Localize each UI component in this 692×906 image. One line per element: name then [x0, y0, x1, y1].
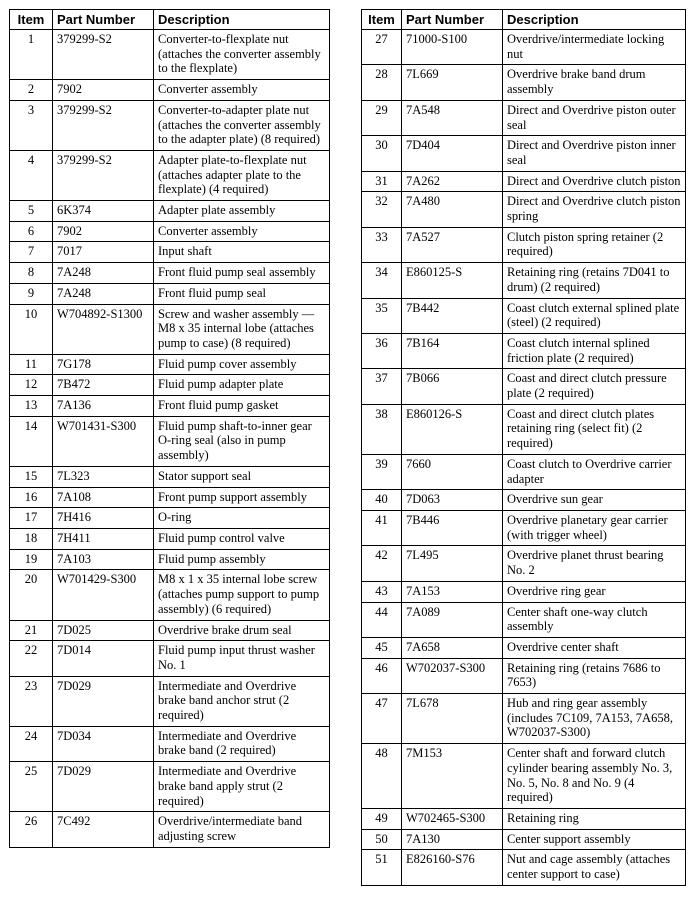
- part-number-cell: W701429-S300: [53, 570, 154, 620]
- part-number-cell: W701431-S300: [53, 416, 154, 466]
- item-cell: 43: [362, 581, 402, 602]
- table-row: [362, 454, 686, 489]
- item-cell: 14: [10, 416, 53, 466]
- part-number-cell: 7A108: [53, 487, 154, 508]
- description-cell: Front pump support assembly: [154, 487, 330, 508]
- item-cell: 3: [10, 100, 53, 150]
- table-row: [10, 396, 330, 417]
- part-number-cell: E860126-S: [402, 404, 503, 454]
- table-row: [362, 808, 686, 829]
- item-cell: 45: [362, 637, 402, 658]
- item-cell: 36: [362, 333, 402, 368]
- item-cell: 11: [10, 354, 53, 375]
- item-cell: 34: [362, 263, 402, 298]
- item-cell: 12: [10, 375, 53, 396]
- table-row: [10, 676, 330, 726]
- item-cell: 49: [362, 808, 402, 829]
- item-cell: 44: [362, 602, 402, 637]
- table-row: [362, 100, 686, 135]
- description-cell: Coast clutch to Overdrive carrier adapter: [503, 454, 686, 489]
- table-row: [10, 221, 330, 242]
- description-cell: Direct and Overdrive clutch piston: [503, 171, 686, 192]
- part-number-cell: 7L669: [402, 65, 503, 100]
- table-row: [10, 762, 330, 812]
- description-cell: Input shaft: [154, 242, 330, 263]
- description-cell: O-ring: [154, 508, 330, 529]
- description-cell: Direct and Overdrive piston outer seal: [503, 100, 686, 135]
- part-number-cell: 7A103: [53, 549, 154, 570]
- part-number-cell: 7M153: [402, 744, 503, 809]
- part-number-cell: 7B472: [53, 375, 154, 396]
- description-cell: Overdrive sun gear: [503, 490, 686, 511]
- table-row: [362, 694, 686, 744]
- description-cell: Converter-to-flexplate nut (attaches the converter assembly to the flexplate): [154, 30, 330, 80]
- description-cell: Adapter plate assembly: [154, 201, 330, 222]
- part-number-header: Part Number: [53, 10, 154, 30]
- part-number-cell: 7D029: [53, 762, 154, 812]
- description-cell: Converter-to-adapter plate nut (attaches the converter assembly to the adapter plate) (8 required): [154, 100, 330, 150]
- part-number-cell: 7H411: [53, 528, 154, 549]
- description-cell: Center shaft and forward clutch cylinder bearing assembly No. 3, No. 5, No. 8 and No. 9 (4 required): [503, 744, 686, 809]
- item-cell: 20: [10, 570, 53, 620]
- part-number-cell: 7A248: [53, 283, 154, 304]
- item-cell: 16: [10, 487, 53, 508]
- item-header: Item: [362, 10, 402, 30]
- table-row: [10, 812, 330, 847]
- part-number-cell: 379299-S2: [53, 100, 154, 150]
- item-cell: 2: [10, 80, 53, 101]
- description-cell: Intermediate and Overdrive brake band anchor strut (2 required): [154, 676, 330, 726]
- part-number-cell: 7D063: [402, 490, 503, 511]
- item-cell: 37: [362, 369, 402, 404]
- table-row: [362, 298, 686, 333]
- part-number-cell: E826160-S76: [402, 850, 503, 885]
- part-number-cell: 379299-S2: [53, 150, 154, 200]
- table-row: [362, 510, 686, 545]
- table-row: [362, 263, 686, 298]
- description-cell: Front fluid pump seal: [154, 283, 330, 304]
- parts-table-right: [361, 9, 686, 886]
- table-row: [10, 570, 330, 620]
- table-row: [10, 508, 330, 529]
- parts-table-left: [9, 9, 330, 848]
- description-cell: Fluid pump cover assembly: [154, 354, 330, 375]
- description-cell: Coast clutch internal splined friction plate (2 required): [503, 333, 686, 368]
- description-cell: Overdrive/intermediate locking nut: [503, 30, 686, 65]
- table-row: [362, 65, 686, 100]
- part-number-cell: 7L678: [402, 694, 503, 744]
- description-cell: Overdrive planetary gear carrier (with trigger wheel): [503, 510, 686, 545]
- description-cell: Coast and direct clutch plates retaining ring (select fit) (2 required): [503, 404, 686, 454]
- part-number-cell: 7A248: [53, 263, 154, 284]
- table-row: [362, 369, 686, 404]
- table-row: [362, 490, 686, 511]
- description-cell: Converter assembly: [154, 221, 330, 242]
- table-row: [362, 136, 686, 171]
- description-cell: Coast and direct clutch pressure plate (2 required): [503, 369, 686, 404]
- table-row: [10, 263, 330, 284]
- part-number-cell: 7A153: [402, 581, 503, 602]
- table-row: [10, 416, 330, 466]
- part-number-cell: W702037-S300: [402, 658, 503, 693]
- item-cell: 5: [10, 201, 53, 222]
- item-cell: 47: [362, 694, 402, 744]
- description-cell: Retaining ring (retains 7686 to 7653): [503, 658, 686, 693]
- part-number-cell: 6K374: [53, 201, 154, 222]
- description-cell: Fluid pump assembly: [154, 549, 330, 570]
- table-row: [10, 549, 330, 570]
- part-number-cell: 7L495: [402, 546, 503, 581]
- part-number-cell: 7L323: [53, 466, 154, 487]
- item-cell: 28: [362, 65, 402, 100]
- part-number-cell: 379299-S2: [53, 30, 154, 80]
- part-number-cell: 7902: [53, 80, 154, 101]
- table-row: [362, 744, 686, 809]
- item-cell: 33: [362, 227, 402, 262]
- part-number-cell: 7B164: [402, 333, 503, 368]
- table-row: [362, 850, 686, 885]
- table-row: [362, 333, 686, 368]
- item-cell: 24: [10, 726, 53, 761]
- item-cell: 21: [10, 620, 53, 641]
- item-cell: 46: [362, 658, 402, 693]
- table-row: [10, 528, 330, 549]
- part-number-cell: 7A480: [402, 192, 503, 227]
- item-cell: 10: [10, 304, 53, 354]
- item-cell: 51: [362, 850, 402, 885]
- table-row: [10, 30, 330, 80]
- description-cell: Overdrive/intermediate band adjusting screw: [158, 814, 303, 843]
- description-cell: Screw and washer assembly — M8 x 35 internal lobe (attaches pump to case) (8 required): [154, 304, 330, 354]
- description-cell: Intermediate and Overdrive brake band apply strut (2 required): [154, 762, 330, 812]
- description-cell: Center support assembly: [503, 829, 686, 850]
- description-cell: Front fluid pump gasket: [154, 396, 330, 417]
- part-number-cell: 7A089: [402, 602, 503, 637]
- table-row: [10, 100, 330, 150]
- description-cell: Converter assembly: [154, 80, 330, 101]
- header-row: [10, 10, 330, 30]
- description-cell: Overdrive ring gear: [503, 581, 686, 602]
- description-cell: Fluid pump adapter plate: [154, 375, 330, 396]
- description-cell: Nut and cage assembly (attaches center support to case): [507, 852, 671, 882]
- item-cell: 6: [10, 221, 53, 242]
- description-cell: Overdrive center shaft: [503, 637, 686, 658]
- description-cell: Retaining ring: [503, 808, 686, 829]
- table-row: [10, 620, 330, 641]
- table-row: [362, 30, 686, 65]
- table-row: [10, 80, 330, 101]
- part-number-cell: W702465-S300: [402, 808, 503, 829]
- table-body-right: [362, 30, 686, 886]
- part-number-cell: 7B442: [402, 298, 503, 333]
- item-cell: 23: [10, 676, 53, 726]
- description-cell: Coast clutch external splined plate (steel) (2 required): [503, 298, 686, 333]
- part-number-cell: 7D029: [53, 676, 154, 726]
- item-cell: 15: [10, 466, 53, 487]
- part-number-cell: 7B446: [402, 510, 503, 545]
- table-row: [10, 641, 330, 676]
- description-cell: Intermediate and Overdrive brake band (2 required): [154, 726, 330, 761]
- item-cell: 32: [362, 192, 402, 227]
- item-cell: 30: [362, 136, 402, 171]
- part-number-cell: 71000-S100: [402, 30, 503, 65]
- part-number-cell: 7C492: [53, 812, 154, 847]
- part-number-cell: 7A527: [402, 227, 503, 262]
- item-cell: 1: [10, 30, 53, 80]
- table-row: [10, 201, 330, 222]
- description-cell: Direct and Overdrive piston inner seal: [503, 136, 686, 171]
- item-cell: 31: [362, 171, 402, 192]
- item-header: Item: [10, 10, 53, 30]
- description-cell: Clutch piston spring retainer (2 required): [503, 227, 686, 262]
- part-number-cell: 7D034: [53, 726, 154, 761]
- description-header: Description: [503, 10, 686, 30]
- description-header: Description: [154, 10, 330, 30]
- item-cell: 29: [362, 100, 402, 135]
- table-row: [10, 283, 330, 304]
- item-cell: 22: [10, 641, 53, 676]
- part-number-cell: 7G178: [53, 354, 154, 375]
- part-number-cell: 7A130: [402, 829, 503, 850]
- table-row: [10, 150, 330, 200]
- item-cell: 48: [362, 744, 402, 809]
- item-cell: 25: [10, 762, 53, 812]
- part-number-header: Part Number: [402, 10, 503, 30]
- item-cell: 35: [362, 298, 402, 333]
- item-cell: 9: [10, 283, 53, 304]
- header-row: [362, 10, 686, 30]
- table-row: [362, 602, 686, 637]
- description-cell: Front fluid pump seal assembly: [154, 263, 330, 284]
- table-row: [10, 466, 330, 487]
- item-cell: 39: [362, 454, 402, 489]
- description-cell: Hub and ring gear assembly (includes 7C109, 7A153, 7A658, W702037-S300): [503, 694, 686, 744]
- part-number-cell: 7H416: [53, 508, 154, 529]
- table-row: [362, 658, 686, 693]
- table-row: [10, 375, 330, 396]
- description-cell: Center shaft one-way clutch assembly: [503, 602, 686, 637]
- table-body-left: [10, 30, 330, 848]
- description-cell: Overdrive brake band drum assembly: [503, 65, 686, 100]
- description-cell: Adapter plate-to-flexplate nut (attaches adapter plate to the flexplate) (4 required): [154, 150, 330, 200]
- item-cell: 26: [10, 812, 53, 847]
- table-row: [10, 354, 330, 375]
- description-cell: Stator support seal: [154, 466, 330, 487]
- item-cell: 38: [362, 404, 402, 454]
- item-cell: 42: [362, 546, 402, 581]
- part-number-cell: W704892-S1300: [53, 304, 154, 354]
- part-number-cell: 7D025: [53, 620, 154, 641]
- description-cell: Fluid pump shaft-to-inner gear O-ring seal (also in pump assembly): [154, 416, 330, 466]
- table-row: [10, 242, 330, 263]
- part-number-cell: 7A262: [402, 171, 503, 192]
- item-cell: 50: [362, 829, 402, 850]
- part-number-cell: 7D404: [402, 136, 503, 171]
- part-number-cell: 7902: [53, 221, 154, 242]
- part-number-cell: 7A548: [402, 100, 503, 135]
- item-cell: 8: [10, 263, 53, 284]
- part-number-cell: 7D014: [53, 641, 154, 676]
- part-number-cell: 7A658: [402, 637, 503, 658]
- description-cell: Fluid pump input thrust washer No. 1: [154, 641, 330, 676]
- part-number-cell: 7017: [53, 242, 154, 263]
- table-row: [362, 171, 686, 192]
- part-number-cell: 7B066: [402, 369, 503, 404]
- table-row: [10, 304, 330, 354]
- table-row: [362, 637, 686, 658]
- item-cell: 19: [10, 549, 53, 570]
- table-row: [10, 487, 330, 508]
- description-cell: M8 x 1 x 35 internal lobe screw (attaches pump support to pump assembly) (6 required): [154, 570, 330, 620]
- table-row: [10, 726, 330, 761]
- table-row: [362, 404, 686, 454]
- table-row: [362, 581, 686, 602]
- item-cell: 18: [10, 528, 53, 549]
- item-cell: 40: [362, 490, 402, 511]
- item-cell: 27: [362, 30, 402, 65]
- description-cell: Fluid pump control valve: [154, 528, 330, 549]
- table-row: [362, 192, 686, 227]
- description-cell: Overdrive brake drum seal: [154, 620, 330, 641]
- description-cell: Overdrive planet thrust bearing No. 2: [503, 546, 686, 581]
- part-number-cell: E860125-S: [402, 263, 503, 298]
- item-cell: 17: [10, 508, 53, 529]
- table-row: [362, 829, 686, 850]
- part-number-cell: 7A136: [53, 396, 154, 417]
- description-cell: Retaining ring (retains 7D041 to drum) (2 required): [503, 263, 686, 298]
- item-cell: 13: [10, 396, 53, 417]
- item-cell: 41: [362, 510, 402, 545]
- item-cell: 4: [10, 150, 53, 200]
- table-row: [362, 546, 686, 581]
- description-cell: Direct and Overdrive clutch piston spring: [503, 192, 686, 227]
- table-row: [362, 227, 686, 262]
- part-number-cell: 7660: [402, 454, 503, 489]
- item-cell: 7: [10, 242, 53, 263]
